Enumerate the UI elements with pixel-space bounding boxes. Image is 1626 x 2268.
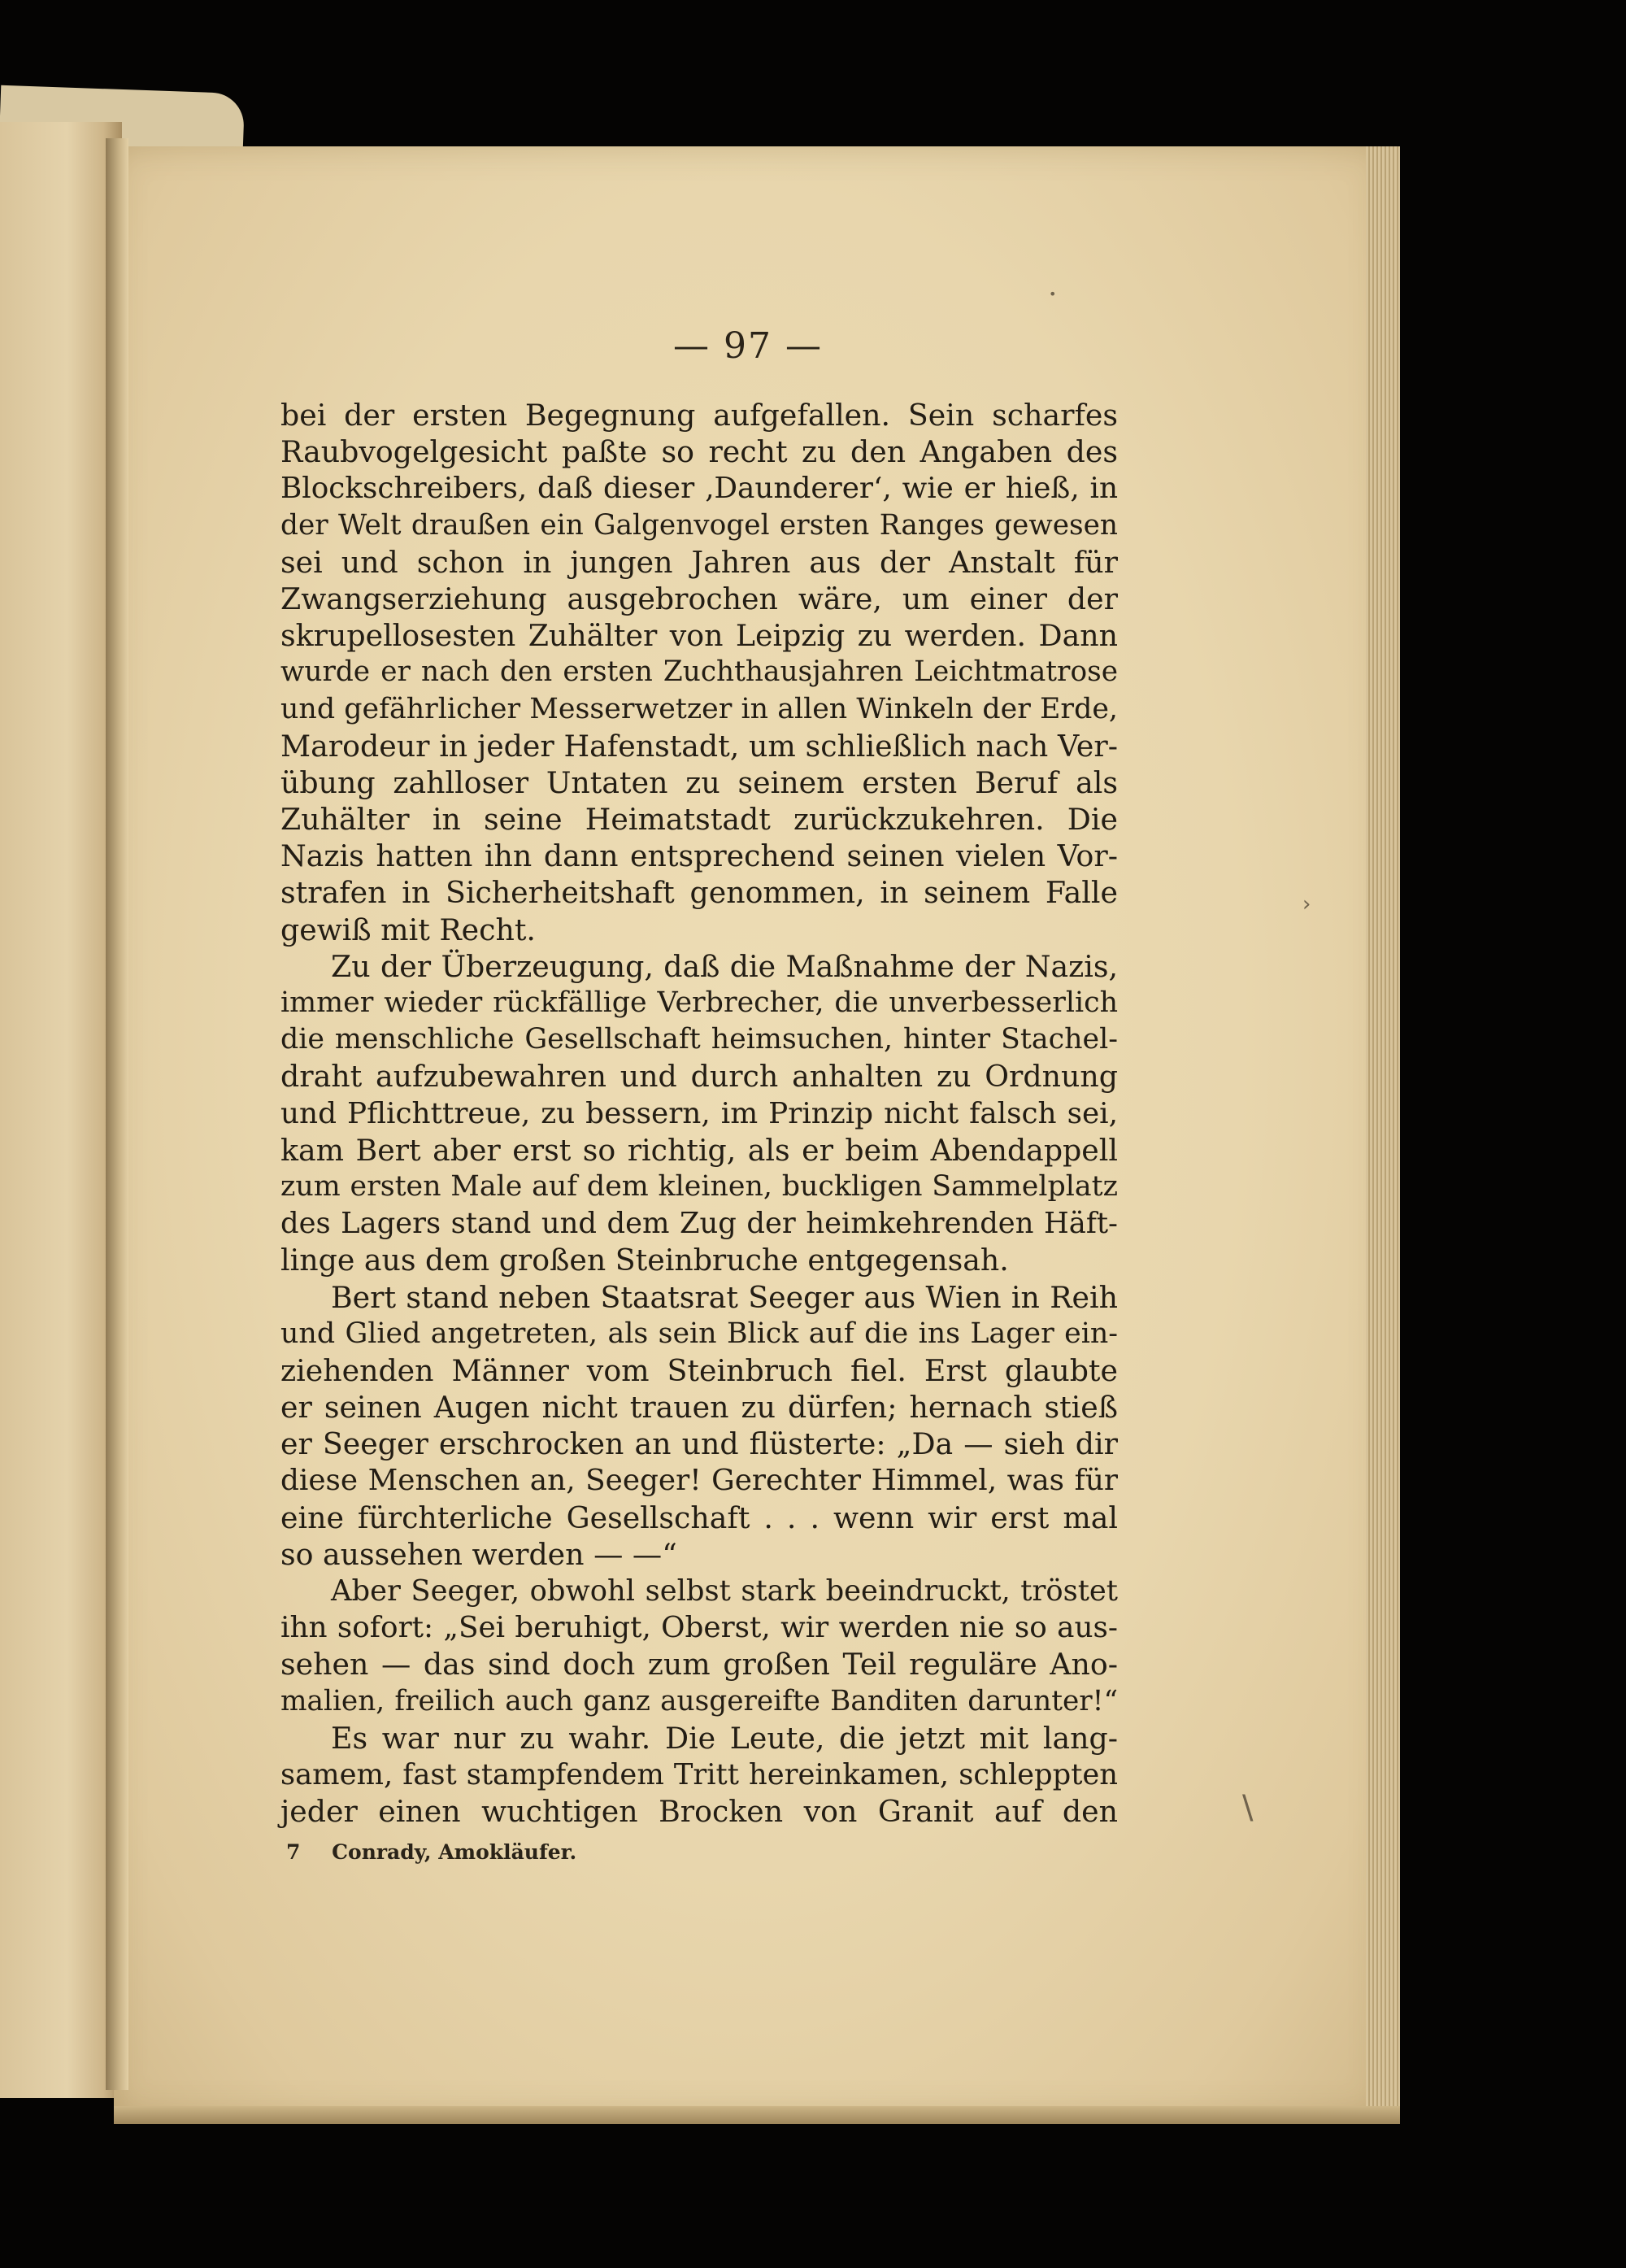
text-line: so aussehen werden — —“ [280,1536,677,1572]
text-line: strafen in Sicherheitshaft genommen, in seinem Falle [280,875,1118,911]
text-line: kam Bert aber erst so richtig, als er beim Abendappell [280,1132,1118,1168]
text-line: eine fürchterliche Gesellschaft . . . wenn wir erst mal [280,1500,1118,1535]
text-line: malien, freilich auch ganz ausgereifte Banditen darunter!“ [280,1684,1118,1717]
text-line: Bert stand neben Staatsrat Seeger aus Wien in Reih [331,1279,1118,1315]
page-number: — 97 — [673,325,823,367]
page-body-text [280,397,1118,1830]
left-page-edge [0,122,122,2098]
speck-mark: • [1049,286,1057,302]
book-gutter [106,138,128,2090]
text-line: und gefährlicher Messerwetzer in allen Winkeln der Erde, [280,692,1118,725]
text-line: ihn sofort: „Sei beruhigt, Oberst, wir werden nie so aus- [280,1611,1118,1645]
signature-text: Conrady, Amokläufer. [332,1840,577,1864]
text-line: Aber Seeger, obwohl selbst stark beeindruckt, tröstet [331,1574,1118,1608]
page-bottom-edge [114,2106,1400,2124]
text-line: er seinen Augen nicht trauen zu dürfen; hernach stieß [280,1390,1118,1426]
text-line: samem, fast stampfendem Tritt hereinkamen, schleppten [280,1757,1118,1791]
text-line: zum ersten Male auf dem kleinen, buckligen Sammelplatz [280,1169,1118,1203]
text-line: linge aus dem großen Steinbruche entgegensah. [280,1243,1009,1278]
text-line: draht aufzubewahren und durch anhalten zu Ordnung [280,1059,1118,1095]
text-line: bei der ersten Begegnung aufgefallen. Sein scharfes [280,398,1118,433]
text-line: Zu der Überzeugung, daß die Maßnahme der Nazis, [331,948,1118,984]
speck-mark: \ [1242,1789,1254,1826]
text-line: der Welt draußen ein Galgenvogel ersten Ranges gewesen [280,508,1118,542]
text-line: Zuhälter in seine Heimatstadt zurückzukehren. Die [280,802,1118,838]
text-line: Marodeur in jeder Hafenstadt, um schließlich nach Ver- [280,728,1118,764]
text-line: und Glied angetreten, als sein Blick auf die ins Lager ein- [280,1317,1118,1350]
page-stack-edge [1366,146,1400,2114]
text-line: Raubvogelgesicht paßte so recht zu den Angaben des [280,434,1118,470]
speck-mark: › [1302,892,1311,916]
printer-signature [286,1840,576,1864]
text-line: übung zahlloser Untaten zu seinem ersten Beruf als [280,764,1118,800]
text-line: ziehenden Männer vom Steinbruch fiel. Erst glaubte [280,1352,1118,1388]
text-line: jeder einen wuchtigen Brocken von Granit auf den [280,1794,1118,1830]
text-line: Blockschreibers, daß dieser ‚Daunderer‘, wie er hieß, in [280,472,1118,506]
text-line: sehen — das sind doch zum großen Teil reguläre Ano- [280,1647,1118,1682]
text-line: immer wieder rückfällige Verbrecher, die unverbesserlich [280,986,1118,1019]
text-line: er Seeger erschrocken an und flüsterte: „Da — sieh dir [280,1426,1118,1462]
text-line: Nazis hatten ihn dann entsprechend seinen vielen Vor- [280,838,1118,874]
text-line: des Lagers stand und dem Zug der heimkehrenden Häft- [280,1207,1118,1241]
text-line: die menschliche Gesellschaft heimsuchen, hinter Stachel- [280,1023,1118,1056]
text-line: wurde er nach den ersten Zuchthausjahren Leichtmatrose [280,655,1118,689]
text-line: diese Menschen an, Seeger! Gerechter Himmel, was für [280,1464,1118,1498]
signature-number: 7 [286,1840,301,1864]
text-line: skrupellosesten Zuhälter von Leipzig zu werden. Dann [280,618,1118,654]
text-line: gewiß mit Recht. [280,912,536,947]
text-line: und Pflichttreue, zu bessern, im Prinzip nicht falsch sei, [280,1096,1118,1130]
text-line: Zwangserziehung ausgebrochen wäre, um einer der [280,581,1118,616]
text-line: Es war nur zu wahr. Die Leute, die jetzt mit lang- [331,1720,1118,1756]
text-line: sei und schon in jungen Jahren aus der Anstalt für [280,544,1118,580]
